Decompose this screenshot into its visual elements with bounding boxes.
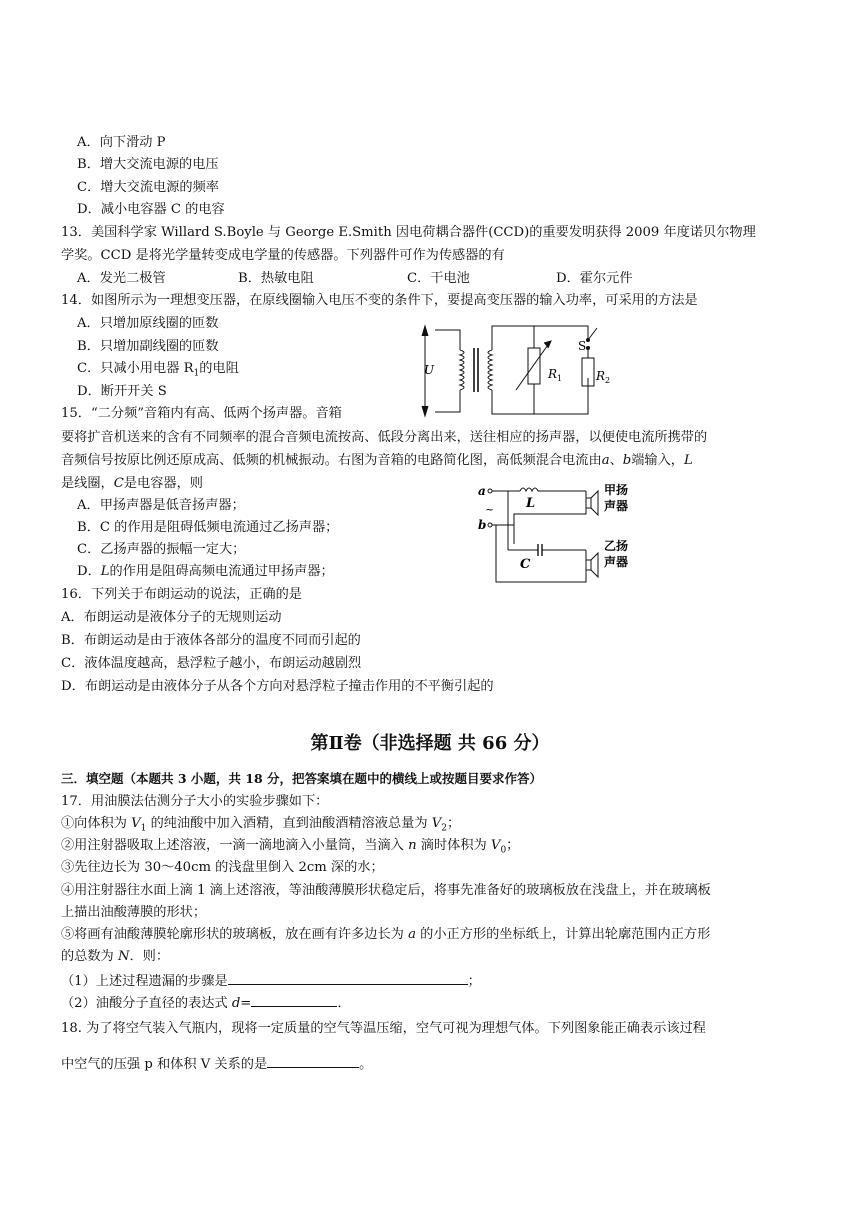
q15-line3-mid2: 端输入， xyxy=(631,453,684,468)
q17-s2-end: ； xyxy=(506,838,520,853)
q15-option-d-l: L xyxy=(100,564,110,579)
q17-s1-mid: 的纯油酸中加入酒精，直到油酸酒精溶液总量为 xyxy=(146,816,432,831)
q14-option-c-pre: C．只减小用电器 R xyxy=(77,361,194,376)
q13-option-a: A．发光二极管 xyxy=(77,271,166,286)
q15-option-c: C．乙扬声器的振幅一定大； xyxy=(77,542,246,557)
q17-p2-pre: （2）油酸分子直径的表达式 xyxy=(61,996,232,1011)
q15-line3-b: b xyxy=(622,453,632,468)
q17-step-3: ③先往边长为 30～40cm 的浅盘里倒入 2cm 深的水； xyxy=(61,860,384,875)
q15-option-a: A．甲扬声器是低音扬声器； xyxy=(77,498,245,513)
section-3-heading: 三．填空题（本题共 3 小题，共 18 分，把答案填在题中的横线上或按题目要求作答） xyxy=(61,771,543,786)
q15-option-b: B．C 的作用是阻碍低频电流通过乙扬声器； xyxy=(77,520,339,535)
q15-stem-line4 xyxy=(61,475,203,492)
q17-p1-end: ； xyxy=(467,974,481,989)
q17-step-2 xyxy=(61,837,519,860)
q15-stem-line2: 要将扩音机送来的含有不同频率的混合音频电流按高、低段分离出来，送往相应的扬声器，以便使电流所携带的 xyxy=(61,430,708,445)
fig-label-l: L xyxy=(526,496,536,511)
q12-option-c: C．增大交流电源的频率 xyxy=(77,180,219,195)
q17-step-5-line2 xyxy=(61,948,169,965)
q17-p2-d: d xyxy=(231,996,241,1011)
q17-step-4-line1: ④用注射器往水面上滴 1 滴上述溶液，等油酸薄膜形状稳定后，将事先准备好的玻璃板放在浅盘上，并在玻璃板 xyxy=(61,883,711,898)
q17-p2-answer-blank[interactable] xyxy=(251,993,337,1007)
q13-option-d: D．霍尔元件 xyxy=(556,271,633,286)
q13-stem-line1: 13．美国科学家 Willard S.Boyle 与 George E.Smith 因电荷耦合器件(CCD)的重要发明获得 2009 年度诺贝尔物理 xyxy=(61,225,756,240)
fig-label-tilde: ~ xyxy=(485,503,495,516)
fig-label-jia1: 甲扬 xyxy=(604,483,629,497)
q17-s5-n: N xyxy=(117,949,130,964)
q13-option-b: B．热敏电阻 xyxy=(238,271,314,286)
q12-option-a: A．向下滑动 P xyxy=(77,135,166,150)
q16-option-d: D．布朗运动是由液体分子从各个方向对悬浮粒子撞击作用的不平衡引起的 xyxy=(61,679,494,694)
q13-option-c: C．干电池 xyxy=(407,271,470,286)
q17-part-2 xyxy=(61,993,351,1012)
fig-label-c: C xyxy=(520,557,531,572)
q16-stem: 16．下列关于布朗运动的说法，正确的是 xyxy=(61,587,302,602)
fig-label-yi1: 乙扬 xyxy=(604,539,629,553)
q17-s5-l2-post: ．则： xyxy=(129,949,170,964)
q18-line2-pre: 中空气的压强 p 和体积 V 关系的是 xyxy=(61,1057,268,1072)
q15-option-d xyxy=(77,563,334,580)
q17-s5-a: a xyxy=(408,927,416,942)
q18-stem-line2 xyxy=(61,1054,372,1073)
q14-option-a: A．只增加原线圈的匝数 xyxy=(77,316,219,331)
q17-s1-v2: V xyxy=(431,816,442,831)
q17-step-5-line1 xyxy=(61,926,710,943)
q15-stem-line3 xyxy=(61,452,693,469)
q15-line3-l: L xyxy=(683,453,693,468)
q12-option-d: D．减小电容器 C 的电容 xyxy=(77,202,225,217)
q17-p1-pre: （1）上述过程遗漏的步骤是 xyxy=(61,974,228,989)
speaker-circuit-diagram xyxy=(474,478,644,586)
q13-stem-line2: 学奖。CCD 是将光学量转变成电学量的传感器。下列器件可作为传感器的有 xyxy=(61,248,505,263)
q16-option-c: C．液体温度越高，悬浮粒子越小，布朗运动越剧烈 xyxy=(61,656,362,671)
q17-s2-pre: ②用注射器吸取上述溶液，一滴一滴地滴入小量筒，当滴入 xyxy=(61,838,409,853)
q17-s1-v2sub: 2 xyxy=(441,823,447,834)
section-2-title: 第Ⅱ卷（非选择题 共 66 分） xyxy=(310,733,550,754)
q15-line4-pre: 是线圈， xyxy=(61,476,114,491)
q12-option-b: B．增大交流电源的电压 xyxy=(77,157,219,172)
q18-stem-line1: 18. 为了将空气装入气瓶内，现将一定质量的空气等温压缩，空气可视为理想气体。下列图象能正确表示该过程 xyxy=(61,1021,706,1036)
q17-s5-pre: ⑤将画有油酸薄膜轮廓形状的玻璃板，放在画有许多边长为 xyxy=(61,927,409,942)
q17-part-1 xyxy=(61,971,481,990)
q18-line2-end: 。 xyxy=(359,1057,373,1072)
q17-s1-end: ； xyxy=(447,816,461,831)
fig-label-yi2: 声器 xyxy=(604,555,629,569)
q15-line3-text: 音频信号按原比例还原成高、低频的机械振动。右图为音箱的电路简化图，高低频混合电流由 xyxy=(61,453,602,468)
q17-s1-pre: ①向体积为 xyxy=(61,816,132,831)
q17-s5-post: 的小正方形的坐标纸上，计算出轮廓范围内正方形 xyxy=(415,927,711,942)
q14-option-c-sub: 1 xyxy=(193,368,200,379)
fig-label-s: S xyxy=(578,339,587,353)
q17-step-4-line2: 上描出油酸薄膜的形状； xyxy=(61,905,207,920)
fig-label-a: a xyxy=(478,484,486,498)
q17-s1-v: V xyxy=(131,816,141,831)
q14-option-d: D．断开开关 S xyxy=(77,384,167,399)
q16-option-a: A．布朗运动是液体分子的无规则运动 xyxy=(61,610,282,625)
q17-s2-mid: 滴时体积为 xyxy=(416,838,491,853)
q17-p2-end: ． xyxy=(337,996,351,1011)
fig-label-u: U xyxy=(424,363,435,377)
q15-line4-post: 是电容器，则 xyxy=(123,476,203,491)
q14-option-b: B．只增加副线圈的匝数 xyxy=(77,339,219,354)
q15-option-d-post: 的作用是阻碍高频电流通过甲扬声器； xyxy=(109,564,334,579)
q15-stem-line1: 15．“二分频”音箱内有高、低两个扬声器。音箱 xyxy=(61,406,342,421)
q16-option-b: B．布朗运动是由于液体各部分的温度不同而引起的 xyxy=(61,633,361,648)
q17-s2-vsub: 0 xyxy=(500,845,507,856)
transformer-circuit-diagram xyxy=(410,318,620,418)
q15-option-d-pre: D． xyxy=(77,564,101,579)
q17-p2-eq: = xyxy=(240,996,252,1011)
q17-step-1 xyxy=(61,815,460,838)
q17-s5-l2-pre: 的总数为 xyxy=(61,949,118,964)
q18-answer-blank[interactable] xyxy=(267,1054,359,1068)
q17-s1-vsub: 1 xyxy=(140,823,147,834)
q15-line3-a: a xyxy=(601,453,610,468)
q14-stem: 14．如图所示为一理想变压器，在原线圈输入电压不变的条件下，要提高变压器的输入功率，可采用的方法是 xyxy=(61,293,698,308)
q15-line4-c: C xyxy=(113,476,124,491)
q17-stem: 17．用油膜法估测分子大小的实验步骤如下： xyxy=(61,794,329,809)
fig-label-jia2: 声器 xyxy=(604,499,629,513)
fig-label-r2: R xyxy=(596,369,606,383)
fig-label-r1-sub: 1 xyxy=(557,374,563,383)
q17-s2-v: V xyxy=(490,838,501,853)
q17-s2-n: n xyxy=(408,838,417,853)
fig-label-b: b xyxy=(478,518,487,532)
q17-p1-answer-blank[interactable] xyxy=(228,971,468,985)
q14-option-c-post: 的电阻 xyxy=(199,361,239,376)
q15-line3-mid: 、 xyxy=(609,453,623,468)
q14-option-c xyxy=(77,360,239,383)
fig-label-r2-sub: 2 xyxy=(605,376,611,385)
fig-label-r1: R xyxy=(548,367,558,381)
